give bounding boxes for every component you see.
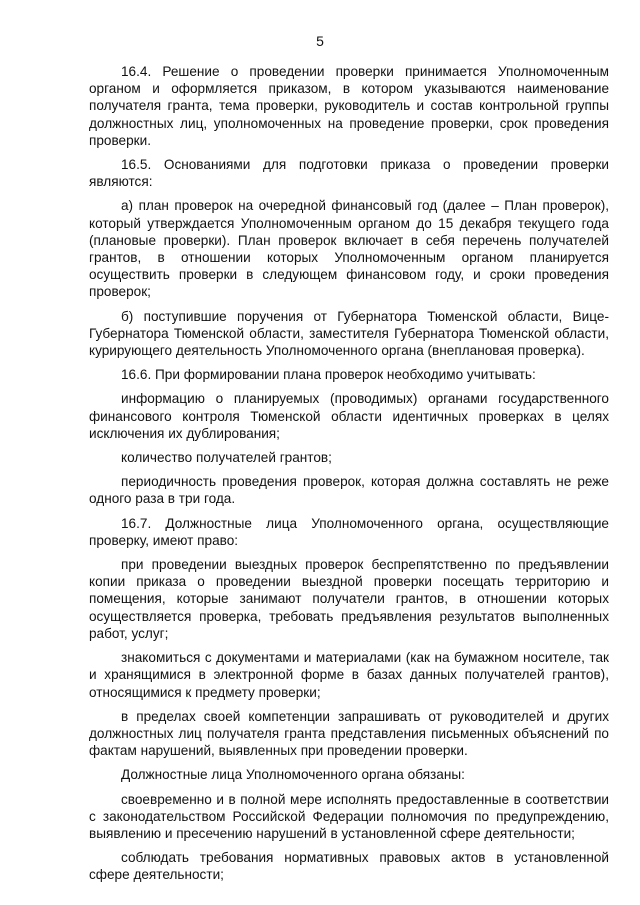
paragraph-16-7-right-1: при проведении выездных проверок беспрепятственно по предъявлении копии приказа о проведении выездной проверки посещать территорию и помещения, которые занимают получатели грантов, в отношении которых осуществляется проверка, требовать предъявления результатов выполненных работ, услуг; bbox=[89, 557, 609, 641]
paragraph-16-6-item-3: периодичность проведения проверок, которая должна составлять не реже одного раза в три года. bbox=[89, 474, 609, 507]
paragraph-16-6-item-1: информацию о планируемых (проводимых) органами государственного финансового контроля Тюменской области идентичных проверках в целях исключения их дублирования; bbox=[89, 391, 609, 441]
paragraph-16-4: 16.4. Решение о проведении проверки принимается Уполномоченным органом и оформляется приказом, в котором указываются наименование получателя гранта, тема проверки, руководитель и состав контрольной группы должностных лиц, уполномоченных на проведение проверки, срок проведения проверки. bbox=[89, 64, 609, 148]
paragraph-16-6: 16.6. При формировании плана проверок необходимо учитывать: bbox=[121, 367, 536, 383]
paragraph-duties-heading: Должностные лица Уполномоченного органа обязаны: bbox=[121, 767, 465, 783]
paragraph-16-7-right-3: в пределах своей компетенции запрашивать от руководителей и других должностных лиц получателя гранта представления письменных объяснений по фактам нарушений, выявленных при проведении проверки. bbox=[89, 708, 609, 759]
paragraph-16-5-b: б) поступившие поручения от Губернатора Тюменской области, Вице-Губернатора Тюменской области, заместителя Губернатора Тюменской области, курирующего деятельность Уполномоченного органа (внеплановая проверка). bbox=[89, 308, 609, 359]
document-body bbox=[89, 63, 609, 891]
paragraph-16-6-item-2: количество получателей грантов; bbox=[121, 450, 332, 466]
paragraph-16-7: 16.7. Должностные лица Уполномоченного органа, осуществляющие проверку, имеют право: bbox=[89, 515, 609, 548]
paragraph-16-7-right-2: знакомиться с документами и материалами (как на бумажном носителе, так и хранящимися в электронной форме в базах данных получателей грантов), относящимися к предмету проверки; bbox=[89, 650, 609, 700]
paragraph-16-5: 16.5. Основаниями для подготовки приказа о проведении проверки являются: bbox=[89, 157, 609, 190]
paragraph-16-5-a: а) план проверок на очередной финансовый год (далее – План проверок), который утверждается Уполномоченным органом до 15 декабря текущего года (плановые проверки). План проверок включает в себя перечень получателей грантов, в отношении которых Уполномоченным органом планируется осуществить проверки в следующем финансовом году, и сроки проведения проверок; bbox=[89, 198, 609, 300]
paragraph-duty-2: соблюдать требования нормативных правовых актов в установленной сфере деятельности; bbox=[89, 850, 609, 883]
page-number: 5 bbox=[316, 33, 324, 49]
paragraph-duty-1: своевременно и в полной мере исполнять предоставленные в соответствии с законодательством Российской Федерации полномочия по предупреждению, выявлению и пресечению нарушений в установленной сфере деятельности; bbox=[89, 791, 609, 841]
